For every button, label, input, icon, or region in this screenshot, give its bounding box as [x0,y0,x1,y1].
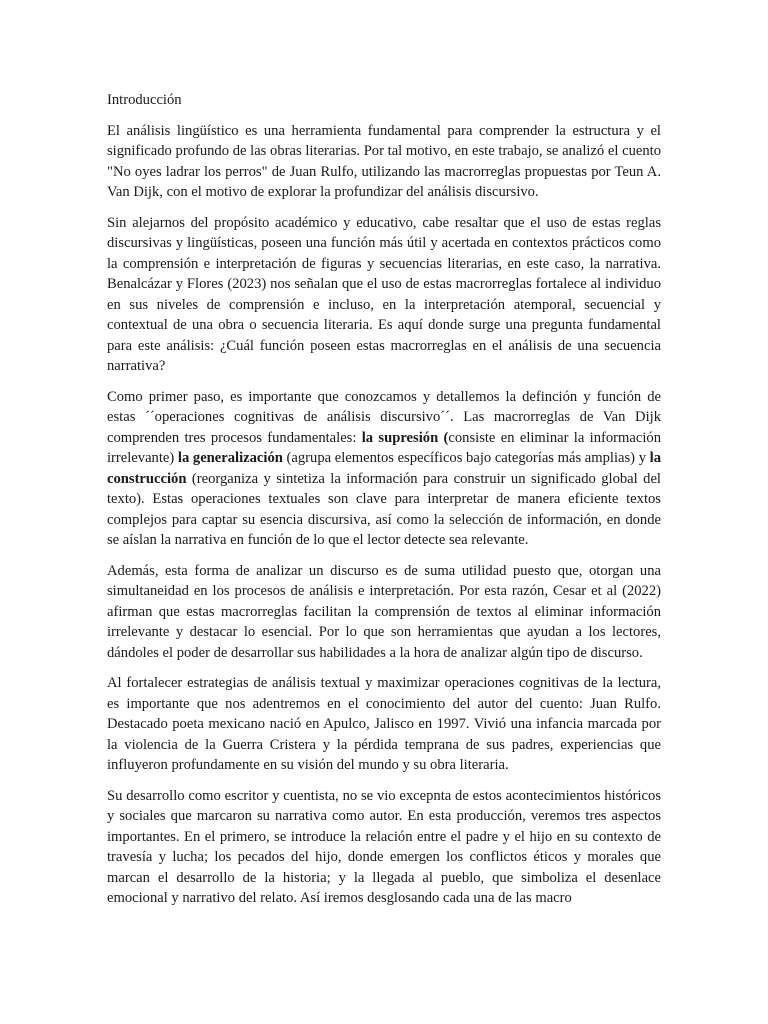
paragraph-6: Su desarrollo como escritor y cuentista, no se vio excepnta de estos acontecimientos históricos y sociales que marcaron su narrativa como autor. En esta producción, veremos tres aspectos importantes. En el primero, se introduce la relación entre el padre y el hijo en su contexto de travesía y lucha; los pecados del hijo, donde emergen los conflictos éticos y morales que marcan el desarrollo de la historia; y la llegada al pueblo, que simboliza el desenlace emocional y narrativo del relato. Así iremos desglosando cada una de las macro [107,787,661,906]
paragraph-3 [107,387,661,551]
paragraph-5: Al fortalecer estrategias de análisis textual y maximizar operaciones cognitivas de la lectura, es importante que nos adentremos en el conocimiento del autor del cuento: Juan Rulfo. Destacado poeta mexicano nació en Apulco, Jalisco en 1997. Vivió una infancia marcada por la violencia de la Guerra Cristera y la pérdida temprana de sus padres, experiencias que influyeron profundamente en su visión del mundo y su obra literaria. [107,675,661,773]
term-generalizacion: la generalización [177,450,283,466]
paragraph-4: Además, esta forma de analizar un discurso es de suma utilidad puesto que, otorgan una simultaneidad en los procesos de análisis e interpretación. Por esta razón, Cesar et al (2022) afirman que estas macrorreglas facilitan la comprensión de textos al eliminar información irrelevante y destacar lo esencial. Por lo que son herramientas que ayudan a los lectores, dándoles el poder de desarrollar sus habilidades a la hora de analizar algún tipo de discurso. [107,562,661,661]
paragraph-3-text-4: (reorganiza y sintetiza la información para construir un significado global del texto). Estas operaciones textuales son clave para interpretar de manera eficiente textos complejos para captar su esencia discursiva, así como la selección de información, en donde se aíslan la narrativa en función de lo que el lector detecte sea relevante. [107,470,661,548]
paragraph-2: Sin alejarnos del propósito académico y educativo, cabe resaltar que el uso de estas reglas discursivas y lingüísticas, poseen una función más útil y acertada en contextos prácticos como la comprensión e interpretación de figuras y secuencias literarias, en este caso, la narrativa. Benalcázar y Flores (2023) nos señalan que el uso de estas macrorreglas fortalece al individuo en sus niveles de comprensión e incluso, en la interpretación atemporal, secuencial y contextual de una obra o secuencia literaria. Es aquí donde surge una pregunta fundamental para este análisis: ¿Cuál función poseen estas macrorreglas en el análisis de una secuencia narrativa? [107,214,661,374]
paragraph-3-text-1: Como primer paso, es importante que conozcamos y detallemos la definción y función de estas ´´operaciones cognitivas de análisis discursivo´´. Las macrorreglas de Van Dijk comprenden tres procesos fundamentales: [107,388,661,446]
paragraph-1: El análisis lingüístico es una herramienta fundamental para comprender la estructura y el significado profundo de las obras literarias. Por tal motivo, en este trabajo, se analizó el cuento "No oyes ladrar los perros" de Juan Rulfo, utilizando las macrorreglas propuestas por Teun A. Van Dijk, con el motivo de explorar la profundizar del análisis discursivo. [107,122,661,200]
section-heading: Introducción [107,92,182,108]
paragraph-3-text-2: consiste en eliminar la información irrelevante) [107,429,661,466]
paragraph-3-text-3: (agrupa elementos específicos bajo categorías más amplias) y [282,450,650,466]
term-supresion: la supresión ( [361,429,449,446]
term-construccion: la construcción [107,450,661,487]
document-page [107,90,661,919]
